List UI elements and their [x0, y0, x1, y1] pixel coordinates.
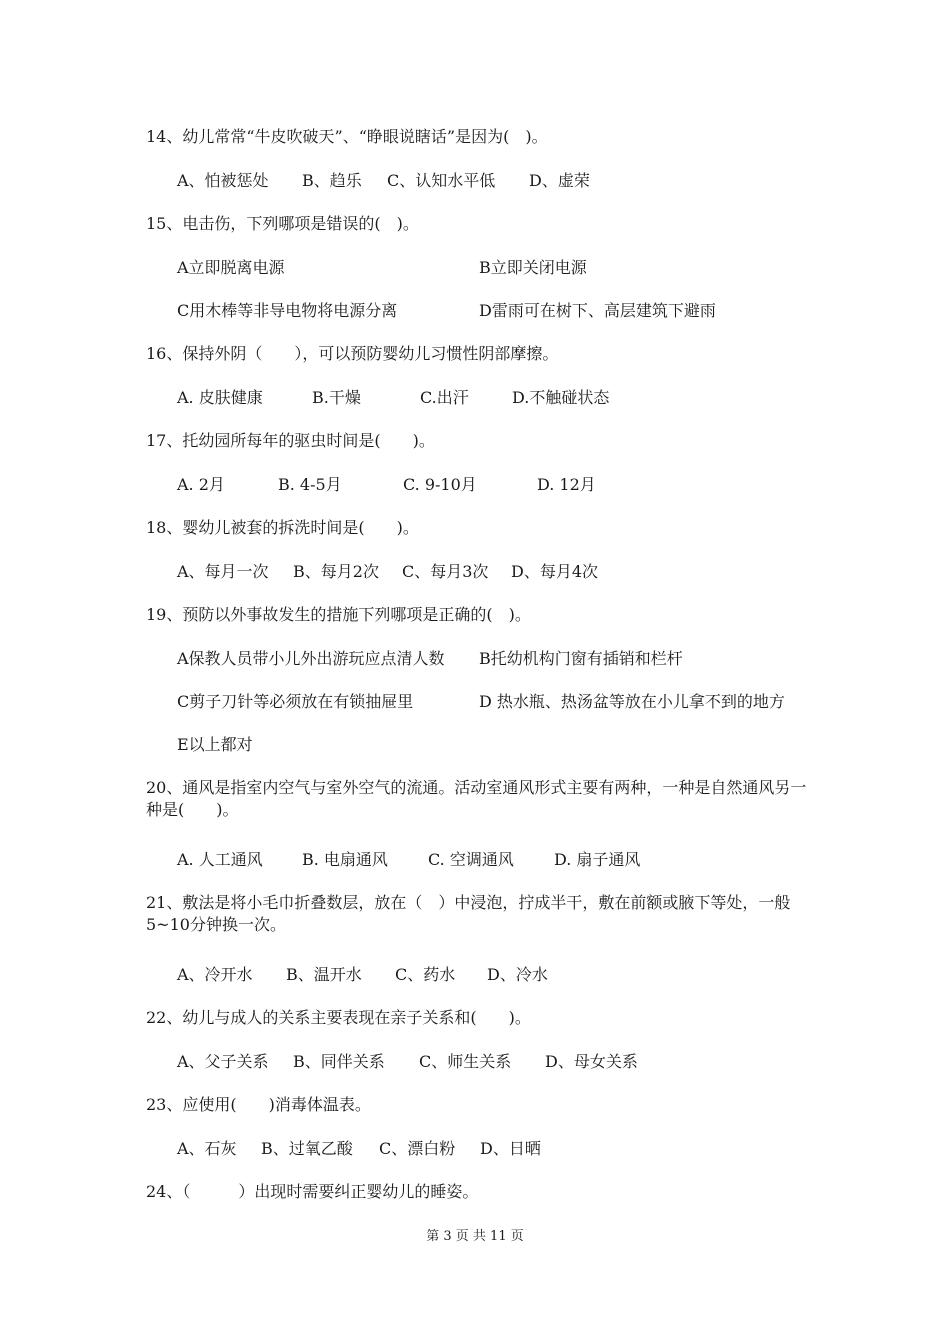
- option: B. 电扇通风: [302, 850, 388, 869]
- question-14: 14、幼儿常常“牛皮吹破天”、“睁眼说瞎话”是因为( )。: [146, 127, 548, 146]
- question-21: 21、敷法是将小毛巾折叠数层，放在（ ）中浸泡，拧成半干，敷在前额或腋下等处，一般5~10分钟换一次。: [146, 893, 791, 934]
- option: A立即脱离电源: [177, 258, 285, 277]
- option: A保教人员带小儿外出游玩应点清人数: [177, 649, 445, 668]
- option: D、母女关系: [545, 1052, 638, 1071]
- question-23: 23、应使用( )消毒体温表。: [146, 1095, 371, 1114]
- options-18: [177, 562, 598, 582]
- question-15: 15、电击伤，下列哪项是错误的( )。: [146, 214, 419, 233]
- option: A、怕被惩处: [177, 171, 269, 190]
- option: B. 4-5月: [278, 475, 342, 494]
- option: A、冷开水: [177, 965, 253, 984]
- option: A、每月一次: [177, 562, 269, 581]
- option: B、过氧乙酸: [261, 1139, 353, 1158]
- option: B、温开水: [286, 965, 362, 984]
- question-19: 19、预防以外事故发生的措施下列哪项是正确的( )。: [146, 605, 531, 624]
- option: B.干燥: [312, 388, 361, 407]
- option: B、每月2次: [293, 562, 379, 581]
- option: A. 2月: [177, 475, 225, 494]
- option: B、趋乐: [302, 171, 362, 190]
- option: D 热水瓶、热汤盆等放在小儿拿不到的地方: [479, 692, 785, 711]
- option: E以上都对: [177, 735, 253, 754]
- question-20: 20、通风是指室内空气与室外空气的流通。活动室通风形式主要有两种，一种是自然通风另一种是( )。: [146, 778, 807, 819]
- options-15b: [177, 301, 716, 321]
- option: C、师生关系: [419, 1052, 512, 1071]
- option: D. 12月: [537, 475, 596, 494]
- option: A、父子关系: [177, 1052, 269, 1071]
- option: D、每月4次: [511, 562, 599, 581]
- options-16: [177, 388, 609, 408]
- options-23: [177, 1139, 541, 1159]
- option: D、冷水: [487, 965, 548, 984]
- question-17: 17、托幼园所每年的驱虫时间是( )。: [146, 431, 435, 450]
- option: C、认知水平低: [387, 171, 496, 190]
- option: B托幼机构门窗有插销和栏杆: [479, 649, 683, 668]
- option: C. 9-10月: [403, 475, 477, 494]
- option: A. 皮肤健康: [177, 388, 263, 407]
- option: A. 人工通风: [177, 850, 263, 869]
- page-footer: 第 3 页 共 11 页: [426, 1229, 524, 1244]
- option: C.出汗: [420, 388, 469, 407]
- question-16: 16、保持外阴（ ），可以预防婴幼儿习惯性阴部摩擦。: [146, 344, 559, 363]
- options-22: [177, 1052, 638, 1072]
- options-20: [177, 850, 640, 870]
- option: D. 扇子通风: [554, 850, 641, 869]
- option: D、虚荣: [529, 171, 590, 190]
- question-18: 18、婴幼儿被套的拆洗时间是( )。: [146, 518, 419, 537]
- option: C. 空调通风: [428, 850, 514, 869]
- option: B、同伴关系: [293, 1052, 385, 1071]
- option: D雷雨可在树下、高层建筑下避雨: [479, 301, 716, 320]
- option: C、药水: [395, 965, 456, 984]
- question-22: 22、幼儿与成人的关系主要表现在亲子关系和( )。: [146, 1008, 531, 1027]
- options-14: [177, 171, 590, 191]
- options-21: [177, 965, 548, 985]
- options-19b: [177, 692, 785, 712]
- option: C用木棒等非导电物将电源分离: [177, 301, 398, 320]
- options-15a: [177, 258, 587, 278]
- options-19c: [177, 735, 253, 755]
- options-17: [177, 475, 596, 495]
- option: D.不触碰状态: [512, 388, 610, 407]
- option: A、石灰: [177, 1139, 237, 1158]
- question-24: 24、（ ）出现时需要纠正婴幼儿的睡姿。: [146, 1182, 479, 1201]
- option: C、每月3次: [402, 562, 489, 581]
- option: B立即关闭电源: [479, 258, 587, 277]
- option: D、日晒: [480, 1139, 541, 1158]
- options-19a: [177, 649, 683, 669]
- option: C、漂白粉: [379, 1139, 456, 1158]
- option: C剪子刀针等必须放在有锁抽屉里: [177, 692, 414, 711]
